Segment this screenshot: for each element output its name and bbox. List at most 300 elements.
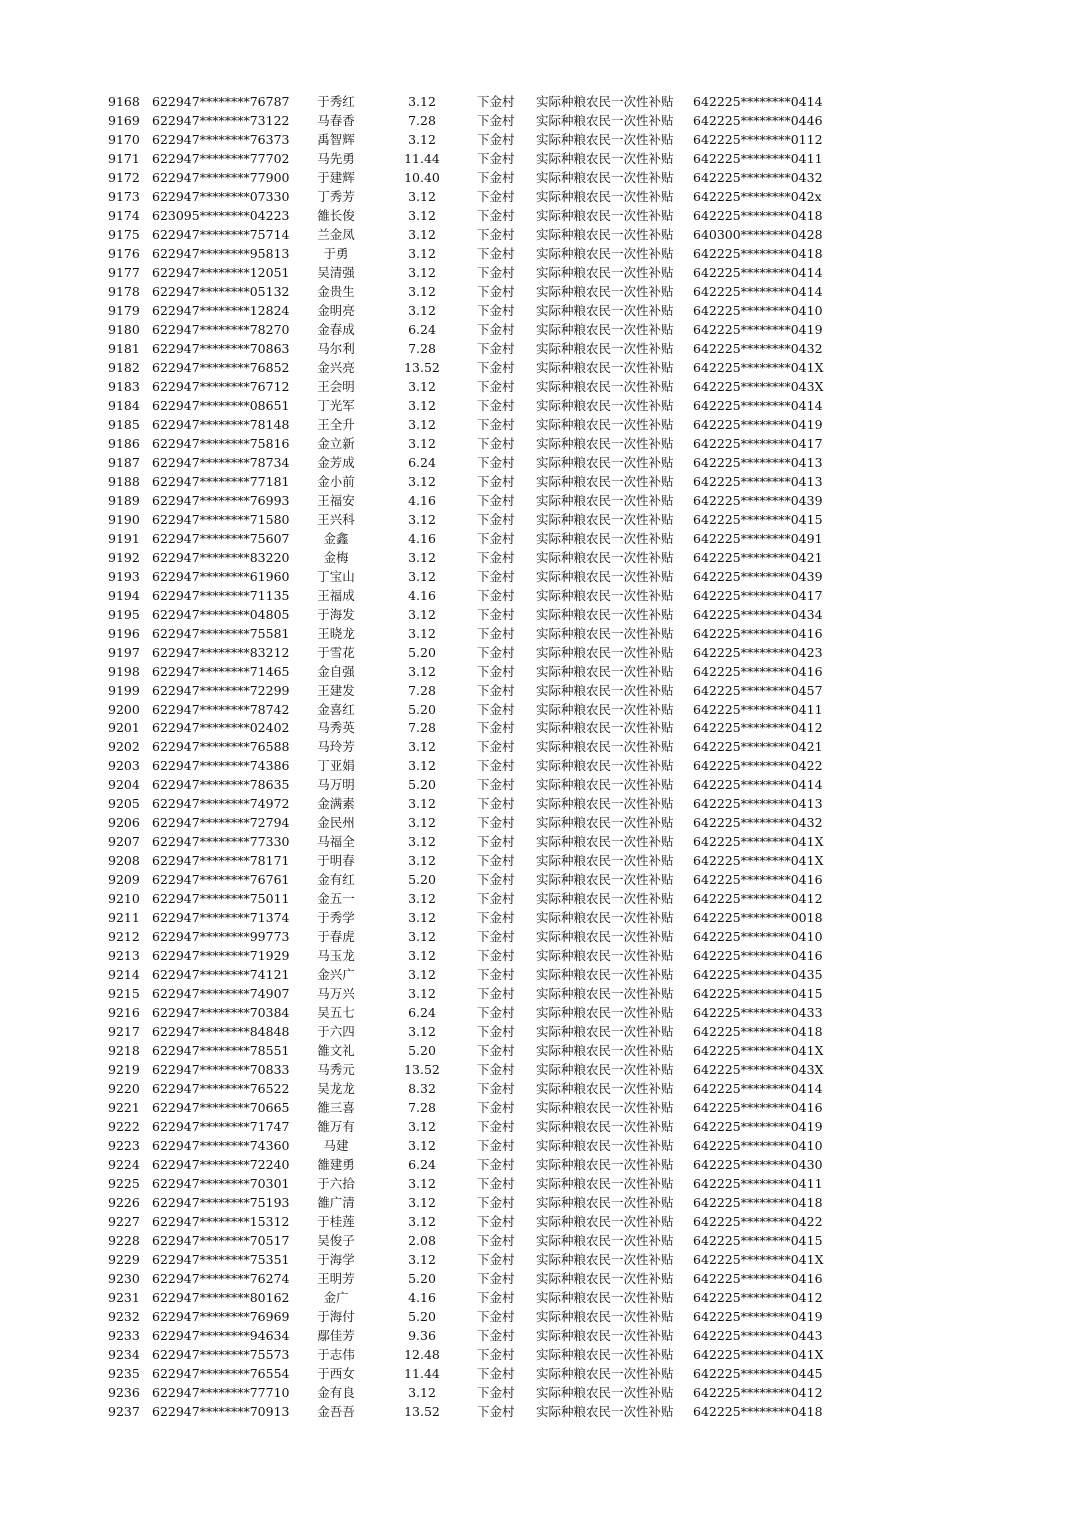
id-card-number: 642225********043X xyxy=(693,1062,824,1078)
table-row xyxy=(0,966,1074,985)
bank-account-number: 622947********74360 xyxy=(152,1138,290,1154)
subsidy-amount: 6.24 xyxy=(408,321,436,337)
table-row xyxy=(0,93,1074,112)
farmer-name: 雒长俊 xyxy=(317,207,355,223)
bank-account-number: 622947********75581 xyxy=(152,625,290,641)
farmer-name: 马玉龙 xyxy=(317,948,355,964)
table-row xyxy=(0,397,1074,416)
subsidy-amount: 7.28 xyxy=(408,682,436,698)
farmer-name: 于海发 xyxy=(317,606,355,622)
subsidy-amount: 3.12 xyxy=(408,853,436,869)
bank-account-number: 622947********72240 xyxy=(152,1157,290,1173)
table-row xyxy=(0,606,1074,625)
farmer-name: 雒建勇 xyxy=(317,1157,355,1173)
subsidy-amount: 3.12 xyxy=(408,1176,436,1192)
id-card-number: 642225********0419 xyxy=(693,1309,823,1324)
farmer-name: 王全升 xyxy=(317,416,355,432)
subsidy-type: 实际种粮农民一次性补贴 xyxy=(536,682,674,698)
id-card-number: 642225********0414 xyxy=(693,94,823,109)
village-name: 下金村 xyxy=(477,568,515,584)
id-card-number: 642225********0418 xyxy=(693,1195,823,1211)
subsidy-type: 实际种粮农民一次性补贴 xyxy=(536,492,674,508)
sequence-number: 9193 xyxy=(108,568,140,584)
village-name: 下金村 xyxy=(477,1195,515,1211)
farmer-name: 金芳成 xyxy=(317,454,355,470)
bank-account-number: 622947********78742 xyxy=(152,701,290,717)
sequence-number: 9213 xyxy=(108,948,140,964)
table-row xyxy=(0,719,1074,738)
id-card-number: 642225********0421 xyxy=(693,739,823,755)
bank-account-number: 622947********78734 xyxy=(152,454,290,470)
village-name: 下金村 xyxy=(477,302,515,318)
sequence-number: 9237 xyxy=(108,1403,140,1419)
subsidy-type: 实际种粮农民一次性补贴 xyxy=(536,720,674,736)
sequence-number: 9172 xyxy=(108,169,140,185)
subsidy-type: 实际种粮农民一次性补贴 xyxy=(536,511,674,527)
farmer-name: 马秀英 xyxy=(317,720,355,736)
id-card-number: 642225********0430 xyxy=(693,1157,823,1173)
subsidy-type: 实际种粮农民一次性补贴 xyxy=(536,112,674,128)
table-row xyxy=(0,359,1074,378)
bank-account-number: 622947********07330 xyxy=(152,188,290,204)
subsidy-amount: 3.12 xyxy=(408,967,436,983)
sequence-number: 9228 xyxy=(108,1233,140,1249)
sequence-number: 9215 xyxy=(108,986,140,1002)
id-card-number: 642225********0445 xyxy=(693,1365,823,1381)
subsidy-amount: 3.12 xyxy=(408,1214,436,1230)
subsidy-type: 实际种粮农民一次性补贴 xyxy=(536,1100,674,1116)
table-row xyxy=(0,131,1074,150)
id-card-number: 642225********0446 xyxy=(693,112,823,128)
village-name: 下金村 xyxy=(477,986,515,1002)
sequence-number: 9224 xyxy=(108,1157,140,1173)
subsidy-type: 实际种粮农民一次性补贴 xyxy=(536,891,674,907)
subsidy-type: 实际种粮农民一次性补贴 xyxy=(536,264,674,280)
id-card-number: 642225********0413 xyxy=(693,796,823,812)
id-card-number: 642225********042x xyxy=(693,188,822,204)
subsidy-amount: 6.24 xyxy=(408,1157,436,1173)
table-row xyxy=(0,568,1074,587)
subsidy-type: 实际种粮农民一次性补贴 xyxy=(536,1233,674,1249)
id-card-number: 642225********0419 xyxy=(693,1119,823,1135)
id-card-number: 642225********0422 xyxy=(693,758,823,774)
village-name: 下金村 xyxy=(477,815,515,831)
table-row xyxy=(0,283,1074,302)
subsidy-amount: 3.12 xyxy=(408,131,436,147)
farmer-name: 金有良 xyxy=(317,1384,355,1400)
sequence-number: 9195 xyxy=(108,606,140,622)
subsidy-amount: 3.12 xyxy=(408,758,436,774)
sequence-number: 9214 xyxy=(108,967,140,983)
subsidy-amount: 13.52 xyxy=(404,359,440,375)
village-name: 下金村 xyxy=(477,1327,515,1343)
village-name: 下金村 xyxy=(477,891,515,907)
farmer-name: 于六拾 xyxy=(317,1176,355,1192)
id-card-number: 642225********0418 xyxy=(693,1024,823,1040)
village-name: 下金村 xyxy=(477,378,515,394)
village-name: 下金村 xyxy=(477,1252,515,1268)
village-name: 下金村 xyxy=(477,777,515,793)
subsidy-amount: 3.12 xyxy=(408,283,436,299)
bank-account-number: 622947********84848 xyxy=(152,1024,290,1040)
village-name: 下金村 xyxy=(477,872,515,888)
bank-account-number: 622947********76274 xyxy=(152,1271,290,1287)
table-row xyxy=(0,776,1074,795)
table-row xyxy=(0,340,1074,359)
id-card-number: 642225********0434 xyxy=(693,606,823,622)
table-row xyxy=(0,1061,1074,1080)
sequence-number: 9192 xyxy=(108,549,140,565)
sequence-number: 9206 xyxy=(108,815,140,831)
id-card-number: 642225********041X xyxy=(693,1043,824,1059)
subsidy-amount: 10.40 xyxy=(404,169,440,185)
subsidy-type: 实际种粮农民一次性补贴 xyxy=(536,948,674,964)
sequence-number: 9174 xyxy=(108,207,140,223)
farmer-name: 于西女 xyxy=(317,1365,355,1381)
farmer-name: 雒广清 xyxy=(317,1195,355,1211)
subsidy-amount: 3.12 xyxy=(408,378,436,394)
id-card-number: 642225********0412 xyxy=(693,720,823,736)
id-card-number: 642225********041X xyxy=(693,1346,824,1362)
farmer-name: 金梅 xyxy=(323,549,349,565)
subsidy-amount: 5.20 xyxy=(408,1043,436,1059)
subsidy-type: 实际种粮农民一次性补贴 xyxy=(536,1271,674,1287)
table-row xyxy=(0,587,1074,606)
id-card-number: 642225********0419 xyxy=(693,416,823,432)
sequence-number: 9185 xyxy=(108,416,140,432)
table-row xyxy=(0,150,1074,169)
farmer-name: 丁亚娟 xyxy=(317,758,355,774)
id-card-number: 642225********0416 xyxy=(693,872,823,888)
id-card-number: 642225********0410 xyxy=(693,929,823,945)
sequence-number: 9229 xyxy=(108,1252,140,1268)
id-card-number: 642225********0435 xyxy=(693,967,823,983)
sequence-number: 9199 xyxy=(108,682,140,698)
table-row xyxy=(0,549,1074,568)
farmer-name: 马春香 xyxy=(317,112,355,128)
bank-account-number: 622947********75714 xyxy=(152,226,290,242)
sequence-number: 9218 xyxy=(108,1043,140,1059)
bank-account-number: 622947********77330 xyxy=(152,834,290,850)
village-name: 下金村 xyxy=(477,1062,515,1078)
subsidy-amount: 11.44 xyxy=(404,150,440,166)
subsidy-amount: 3.12 xyxy=(408,568,436,584)
sequence-number: 9177 xyxy=(108,264,140,280)
farmer-name: 王明芳 xyxy=(317,1271,355,1287)
bank-account-number: 622947********71929 xyxy=(152,948,290,964)
farmer-name: 王建发 xyxy=(317,682,355,698)
subsidy-type: 实际种粮农民一次性补贴 xyxy=(536,207,674,223)
table-row xyxy=(0,1403,1074,1422)
village-name: 下金村 xyxy=(477,739,515,755)
subsidy-amount: 4.16 xyxy=(408,492,436,508)
bank-account-number: 622947********74972 xyxy=(152,796,290,812)
id-card-number: 642225********0443 xyxy=(693,1327,823,1343)
bank-account-number: 622947********99773 xyxy=(152,929,290,945)
id-card-number: 642225********0413 xyxy=(693,454,823,470)
table-row xyxy=(0,1099,1074,1118)
sequence-number: 9221 xyxy=(108,1100,140,1116)
sequence-number: 9211 xyxy=(108,910,140,926)
village-name: 下金村 xyxy=(477,1403,515,1419)
table-row xyxy=(0,378,1074,397)
subsidy-amount: 3.12 xyxy=(408,929,436,945)
id-card-number: 642225********0416 xyxy=(693,625,823,641)
subsidy-type: 实际种粮农民一次性补贴 xyxy=(536,188,674,204)
subsidy-amount: 11.44 xyxy=(404,1365,440,1381)
id-card-number: 642225********0439 xyxy=(693,492,823,508)
village-name: 下金村 xyxy=(477,1157,515,1173)
table-row xyxy=(0,1308,1074,1327)
bank-account-number: 622947********76373 xyxy=(152,131,290,147)
table-row xyxy=(0,1346,1074,1365)
table-row xyxy=(0,1137,1074,1156)
subsidy-amount: 3.12 xyxy=(408,397,436,413)
bank-account-number: 622947********94634 xyxy=(152,1327,290,1343)
subsidy-type: 实际种粮农民一次性补贴 xyxy=(536,872,674,888)
sequence-number: 9219 xyxy=(108,1062,140,1078)
bank-account-number: 622947********77900 xyxy=(152,169,290,185)
id-card-number: 642225********0415 xyxy=(693,511,823,527)
subsidy-type: 实际种粮农民一次性补贴 xyxy=(536,796,674,812)
bank-account-number: 622947********75607 xyxy=(152,530,290,546)
village-name: 下金村 xyxy=(477,131,515,147)
sequence-number: 9190 xyxy=(108,511,140,527)
id-card-number: 642225********0414 xyxy=(693,777,823,793)
id-card-number: 642225********0432 xyxy=(693,169,823,185)
farmer-name: 于秀红 xyxy=(317,94,355,109)
id-card-number: 642225********0416 xyxy=(693,948,823,964)
table-row xyxy=(0,909,1074,928)
subsidy-amount: 3.12 xyxy=(408,796,436,812)
subsidy-type: 实际种粮农民一次性补贴 xyxy=(536,169,674,185)
subsidy-amount: 3.12 xyxy=(408,663,436,679)
sequence-number: 9169 xyxy=(108,112,140,128)
sequence-number: 9235 xyxy=(108,1365,140,1381)
subsidy-type: 实际种粮农民一次性补贴 xyxy=(536,777,674,793)
farmer-name: 吴俊子 xyxy=(317,1233,355,1249)
sequence-number: 9188 xyxy=(108,473,140,489)
sequence-number: 9191 xyxy=(108,530,140,546)
subsidy-type: 实际种粮农民一次性补贴 xyxy=(536,1252,674,1268)
subsidy-type: 实际种粮农民一次性补贴 xyxy=(536,454,674,470)
subsidy-type: 实际种粮农民一次性补贴 xyxy=(536,1384,674,1400)
id-card-number: 642225********0416 xyxy=(693,663,823,679)
village-name: 下金村 xyxy=(477,701,515,717)
farmer-name: 王福成 xyxy=(317,587,355,603)
table-row xyxy=(0,757,1074,776)
table-row xyxy=(0,435,1074,454)
sequence-number: 9203 xyxy=(108,758,140,774)
table-row xyxy=(0,245,1074,264)
id-card-number: 642225********0439 xyxy=(693,568,823,584)
village-name: 下金村 xyxy=(477,492,515,508)
id-card-number: 642225********0414 xyxy=(693,264,823,280)
village-name: 下金村 xyxy=(477,948,515,964)
subsidy-type: 实际种粮农民一次性补贴 xyxy=(536,1214,674,1230)
subsidy-type: 实际种粮农民一次性补贴 xyxy=(536,226,674,242)
farmer-name: 金明亮 xyxy=(317,302,355,318)
sequence-number: 9187 xyxy=(108,454,140,470)
table-row xyxy=(0,833,1074,852)
bank-account-number: 622947********08651 xyxy=(152,397,290,413)
subsidy-amount: 13.52 xyxy=(404,1062,440,1078)
subsidy-type: 实际种粮农民一次性补贴 xyxy=(536,1176,674,1192)
subsidy-amount: 5.20 xyxy=(408,1271,436,1287)
subsidy-amount: 4.16 xyxy=(408,587,436,603)
table-row xyxy=(0,663,1074,682)
sequence-number: 9232 xyxy=(108,1309,140,1324)
farmer-name: 雒万有 xyxy=(317,1119,355,1135)
subsidy-amount: 5.20 xyxy=(408,777,436,793)
id-card-number: 642225********0433 xyxy=(693,1005,823,1021)
id-card-number: 642225********0491 xyxy=(693,530,823,546)
table-row xyxy=(0,416,1074,435)
farmer-name: 于建辉 xyxy=(317,169,355,185)
village-name: 下金村 xyxy=(477,644,515,660)
bank-account-number: 622947********75011 xyxy=(152,891,290,907)
subsidy-amount: 3.12 xyxy=(408,435,436,451)
sequence-number: 9208 xyxy=(108,853,140,869)
village-name: 下金村 xyxy=(477,967,515,983)
farmer-name: 于雪花 xyxy=(317,644,355,660)
subsidy-type: 实际种粮农民一次性补贴 xyxy=(536,359,674,375)
bank-account-number: 622947********76787 xyxy=(152,94,290,109)
village-name: 下金村 xyxy=(477,1384,515,1400)
subsidy-amount: 7.28 xyxy=(408,1100,436,1116)
farmer-name: 于志伟 xyxy=(317,1346,355,1362)
farmer-name: 马秀元 xyxy=(317,1062,355,1078)
bank-account-number: 622947********76852 xyxy=(152,359,290,375)
table-row xyxy=(0,701,1074,720)
farmer-name: 金有红 xyxy=(317,872,355,888)
subsidy-type: 实际种粮农民一次性补贴 xyxy=(536,910,674,926)
bank-account-number: 622947********83212 xyxy=(152,644,290,660)
farmer-name: 金贵生 xyxy=(317,283,355,299)
id-card-number: 642225********0414 xyxy=(693,1081,823,1097)
village-name: 下金村 xyxy=(477,853,515,869)
subsidy-amount: 3.12 xyxy=(408,302,436,318)
farmer-name: 吴龙龙 xyxy=(317,1081,355,1097)
subsidy-type: 实际种粮农民一次性补贴 xyxy=(536,549,674,565)
subsidy-type: 实际种粮农民一次性补贴 xyxy=(536,1290,674,1306)
subsidy-amount: 3.12 xyxy=(408,910,436,926)
village-name: 下金村 xyxy=(477,359,515,375)
subsidy-type: 实际种粮农民一次性补贴 xyxy=(536,758,674,774)
sequence-number: 9183 xyxy=(108,378,140,394)
subsidy-amount: 3.12 xyxy=(408,245,436,261)
farmer-name: 金兴广 xyxy=(317,967,355,983)
farmer-name: 王兴科 xyxy=(317,511,355,527)
bank-account-number: 622947********76993 xyxy=(152,492,290,508)
id-card-number: 642225********0432 xyxy=(693,340,823,356)
table-row xyxy=(0,1080,1074,1099)
farmer-name: 丁秀芳 xyxy=(317,188,355,204)
id-card-number: 642225********0410 xyxy=(693,1138,823,1154)
subsidy-type: 实际种粮农民一次性补贴 xyxy=(536,245,674,261)
id-card-number: 640300********0428 xyxy=(693,226,823,242)
subsidy-amount: 12.48 xyxy=(404,1346,440,1362)
table-row xyxy=(0,1042,1074,1061)
sequence-number: 9173 xyxy=(108,188,140,204)
subsidy-type: 实际种粮农民一次性补贴 xyxy=(536,606,674,622)
table-row xyxy=(0,530,1074,549)
bank-account-number: 622947********77181 xyxy=(152,473,290,489)
village-name: 下金村 xyxy=(477,758,515,774)
farmer-name: 金小前 xyxy=(317,473,355,489)
id-card-number: 642225********0412 xyxy=(693,1290,823,1306)
table-row xyxy=(0,852,1074,871)
farmer-name: 丁光军 xyxy=(317,397,355,413)
farmer-name: 雒文礼 xyxy=(317,1043,355,1059)
village-name: 下金村 xyxy=(477,207,515,223)
table-row xyxy=(0,682,1074,701)
village-name: 下金村 xyxy=(477,264,515,280)
bank-account-number: 622947********70913 xyxy=(152,1403,290,1419)
farmer-name: 金五一 xyxy=(317,891,355,907)
subsidy-amount: 7.28 xyxy=(408,720,436,736)
farmer-name: 金喜红 xyxy=(317,701,355,717)
bank-account-number: 622947********76712 xyxy=(152,378,290,394)
id-card-number: 642225********0415 xyxy=(693,1233,823,1249)
bank-account-number: 622947********76554 xyxy=(152,1365,290,1381)
sequence-number: 9202 xyxy=(108,739,140,755)
bank-account-number: 622947********74907 xyxy=(152,986,290,1002)
farmer-name: 兰金凤 xyxy=(317,226,355,242)
farmer-name: 于秀学 xyxy=(317,910,355,926)
bank-account-number: 622947********95813 xyxy=(152,245,290,261)
bank-account-number: 622947********71465 xyxy=(152,663,290,679)
village-name: 下金村 xyxy=(477,245,515,261)
subsidy-amount: 3.12 xyxy=(408,815,436,831)
table-row xyxy=(0,1175,1074,1194)
farmer-name: 金兴亮 xyxy=(317,359,355,375)
farmer-name: 马尔利 xyxy=(317,340,355,356)
village-name: 下金村 xyxy=(477,454,515,470)
bank-account-number: 622947********76522 xyxy=(152,1081,290,1097)
village-name: 下金村 xyxy=(477,1081,515,1097)
bank-account-number: 622947********75193 xyxy=(152,1195,290,1211)
village-name: 下金村 xyxy=(477,397,515,413)
sequence-number: 9176 xyxy=(108,245,140,261)
farmer-name: 马万明 xyxy=(317,777,355,793)
table-row xyxy=(0,1118,1074,1137)
id-card-number: 642225********0419 xyxy=(693,321,823,337)
sequence-number: 9227 xyxy=(108,1214,140,1230)
sequence-number: 9210 xyxy=(108,891,140,907)
sequence-number: 9217 xyxy=(108,1024,140,1040)
farmer-name: 马万兴 xyxy=(317,986,355,1002)
farmer-name: 于勇 xyxy=(323,245,349,261)
subsidy-type: 实际种粮农民一次性补贴 xyxy=(536,1062,674,1078)
bank-account-number: 622947********78148 xyxy=(152,416,290,432)
table-row xyxy=(0,947,1074,966)
subsidy-amount: 6.24 xyxy=(408,1005,436,1021)
village-name: 下金村 xyxy=(477,1119,515,1135)
bank-account-number: 622947********74121 xyxy=(152,967,290,983)
id-card-number: 642225********0411 xyxy=(693,1176,823,1192)
id-card-number: 642225********041X xyxy=(693,834,824,850)
table-row xyxy=(0,1365,1074,1384)
subsidy-type: 实际种粮农民一次性补贴 xyxy=(536,815,674,831)
subsidy-amount: 3.12 xyxy=(408,188,436,204)
farmer-name: 于六四 xyxy=(317,1024,355,1040)
bank-account-number: 622947********72794 xyxy=(152,815,290,831)
table-row xyxy=(0,321,1074,340)
table-row xyxy=(0,188,1074,207)
bank-account-number: 622947********72299 xyxy=(152,682,290,698)
subsidy-type: 实际种粮农民一次性补贴 xyxy=(536,663,674,679)
